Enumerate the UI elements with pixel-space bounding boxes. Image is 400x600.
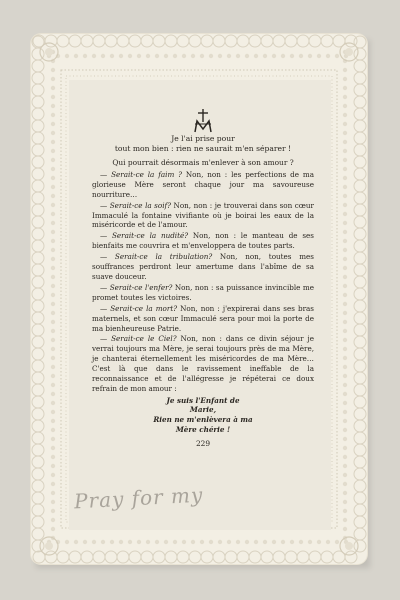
question: Serait-ce la nudité? [111, 231, 189, 241]
question: Serait-ce le Ciel? [111, 334, 177, 344]
answer: Non, non : dans ce divin séjour je verrai toujours ma Mère, je serai toujours près de ma Mère, je chanterai éternellement les miséricordes de ma Mère… C'est là que dans le ravissement ineffable de la reconnaissance et de l'allégresse je répéterai ce doux refrain de mon amour : [92, 334, 314, 393]
closing-line-4: Mère chérie ! [175, 424, 231, 434]
answer: Non, non, toutes mes souffrances perdront leur amertume dans l'abîme de sa suave douceur. [92, 252, 314, 281]
closing-line-3: Rien ne m'enlèvera à ma [153, 415, 253, 425]
closing-refrain [92, 396, 314, 434]
question: Serait-ce la tribulation? [114, 252, 213, 262]
heading-line-2: tout mon bien : rien ne saurait m'en séparer ! [114, 144, 292, 153]
cross-monogram-icon [92, 108, 314, 134]
paragraph-hell: — Serait-ce l'enfer? Non, non : sa puissance invincible me promet toutes les victoires. [92, 282, 314, 302]
paragraph-tribulation: — Serait-ce la tribulation? Non, non, toutes mes souffrances perdront leur amertume dans l'abîme de sa suave douceur. [92, 252, 314, 281]
closing-line-1: Je suis l'Enfant de [166, 395, 240, 405]
paragraph-death: — Serait-ce la mort? Non, non : j'expirerai dans ses bras maternels, et son cœur Immaculé sera pour moi la porte de ma bienheureuse Patrie. [92, 303, 314, 333]
card-heading [92, 134, 314, 154]
answer: Non, non : sa puissance invincible me promet toutes les victoires. [92, 282, 314, 302]
question: Serait-ce la soif? [109, 200, 172, 210]
handwritten-inscription: Pray for my [73, 482, 204, 514]
paragraph-hunger: — Serait-ce la faim ? Non, non : les perfections de ma glorieuse Mère seront chaque jour ma savoureuse nourriture… [92, 169, 314, 199]
answer: Non, non : j'expirerai dans ses bras maternels, et son cœur Immaculé sera pour moi la porte de ma bienheureuse Patrie. [92, 303, 314, 333]
question: Serait-ce la mort? [110, 303, 178, 313]
heading-line-1: Je l'ai prise pour [171, 134, 235, 143]
closing-line-2: Marie, [189, 405, 217, 415]
paragraph-heaven: — Serait-ce le Ciel? Non, non : dans ce divin séjour je verrai toujours ma Mère, je serai toujours près de ma Mère, je chanterai éternellement les miséricordes de ma Mère… C'est là que dans le ravissement ineffable de la reconnaissance et de l'allégresse je répéterai ce doux refrain de mon amour : [92, 334, 314, 393]
answer: Non, non : les perfections de ma glorieuse Mère seront chaque jour ma savoureuse nourriture… [92, 169, 314, 199]
paragraph-nakedness: — Serait-ce la nudité? Non, non : le manteau de ses bienfaits me couvrira et m'enveloppera de toutes parts. [92, 231, 314, 251]
answer: Non, non : je trouverai dans son cœur Immaculé la fontaine vivifiante où je boirai les eaux de la miséricorde et de l'amour. [92, 200, 314, 230]
intro-question: Qui pourrait désormais m'enlever à son amour ? [112, 158, 294, 167]
paragraph-thirst: — Serait-ce la soif? Non, non : je trouverai dans son cœur Immaculé la fontaine vivifiante où je boirai les eaux de la miséricorde et de l'amour. [92, 200, 314, 230]
question: Serait-ce l'enfer? [109, 282, 173, 292]
card-text [92, 108, 314, 449]
question: Serait-ce la faim ? [111, 169, 183, 179]
page-number: 229 [195, 439, 211, 449]
answer: Non, non : le manteau de ses bienfaits me couvrira et m'enveloppera de toutes parts. [92, 231, 314, 251]
